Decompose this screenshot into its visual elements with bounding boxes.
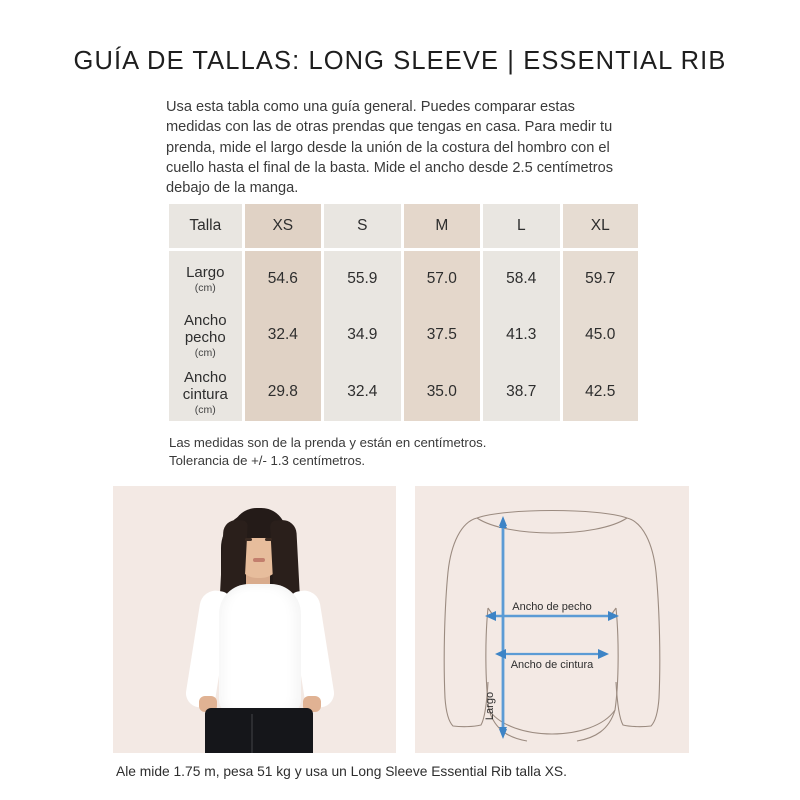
garment-outline-icon — [444, 511, 660, 742]
model-photo-illustration — [113, 486, 396, 753]
waist-measurement-label: Ancho de cintura — [510, 659, 594, 671]
table-cell-pecho-xl: 45.0 — [563, 307, 639, 363]
table-cell-largo-m: 57.0 — [404, 251, 480, 307]
length-arrow-head-top — [499, 516, 507, 526]
table-cell-largo-l: 58.4 — [483, 251, 559, 307]
measurement-note-line2: Tolerancia de +/- 1.3 centímetros. — [169, 452, 366, 468]
model-pants-fold — [251, 714, 253, 753]
model-eye-left — [245, 538, 252, 541]
model-top-torso — [219, 584, 301, 714]
table-cell-pecho-s: 34.9 — [324, 307, 400, 363]
table-column-m — [404, 251, 480, 421]
table-cell-pecho-m: 37.5 — [404, 307, 480, 363]
model-photo-panel — [113, 486, 396, 753]
table-column-l — [483, 251, 559, 421]
table-cell-largo-s: 55.9 — [324, 251, 400, 307]
table-cell-cintura-l: 38.7 — [483, 363, 559, 421]
table-header-s: S — [324, 204, 400, 248]
table-column-s — [324, 251, 400, 421]
table-cell-cintura-m: 35.0 — [404, 363, 480, 421]
chest-measurement-label: Ancho de pecho — [512, 601, 592, 613]
size-table — [169, 204, 638, 421]
intro-paragraph: Usa esta tabla como una guía general. Puedes comparar estas medidas con las de otras prendas que tengas en casa. Para medir tu prenda, mide el largo desde la unión de la costura del hombro con el cuello hasta el final de la basta. Mide el ancho desde 2.5 centímetros debajo de la manga. — [166, 99, 614, 197]
table-row-label-column — [169, 251, 242, 421]
table-cell-cintura-s: 32.4 — [324, 363, 400, 421]
length-measurement-label: Largo — [484, 691, 496, 721]
garment-technical-drawing — [415, 486, 689, 753]
table-header-l: L — [483, 204, 559, 248]
table-header-xl: XL — [563, 204, 639, 248]
waist-arrow-head-right — [598, 649, 609, 659]
table-header-m: M — [404, 204, 480, 248]
model-caption: Ale mide 1.75 m, pesa 51 kg y usa un Long Sleeve Essential Rib talla XS. — [116, 764, 567, 779]
table-row-label-ancho-pecho: Ancho pecho (cm) — [169, 307, 242, 363]
table-column-xl — [563, 251, 639, 421]
measurement-note-line1: Las medidas son de la prenda y están en centímetros. — [169, 435, 487, 450]
table-cell-pecho-l: 41.3 — [483, 307, 559, 363]
table-row-label-largo: Largo (cm) — [169, 251, 242, 307]
table-row-label-ancho-cintura: Ancho cintura (cm) — [169, 363, 242, 421]
length-arrow-head-bottom — [499, 729, 507, 739]
table-column-xs — [245, 251, 321, 421]
waist-arrow-head-left — [495, 649, 506, 659]
table-header-row — [169, 204, 638, 248]
model-mouth — [253, 558, 265, 562]
model-eye-right — [265, 538, 272, 541]
table-cell-cintura-xs: 29.8 — [245, 363, 321, 421]
model-pants — [205, 708, 313, 753]
garment-diagram-panel — [415, 486, 689, 753]
table-body — [169, 251, 638, 421]
table-cell-largo-xs: 54.6 — [245, 251, 321, 307]
table-cell-cintura-xl: 42.5 — [563, 363, 639, 421]
table-cell-largo-xl: 59.7 — [563, 251, 639, 307]
table-header-xs: XS — [245, 204, 321, 248]
page-title: GUÍA DE TALLAS: LONG SLEEVE | ESSENTIAL RIB — [73, 47, 727, 75]
measurement-note — [169, 434, 629, 469]
table-cell-pecho-xs: 32.4 — [245, 307, 321, 363]
table-corner-label: Talla — [169, 204, 242, 248]
